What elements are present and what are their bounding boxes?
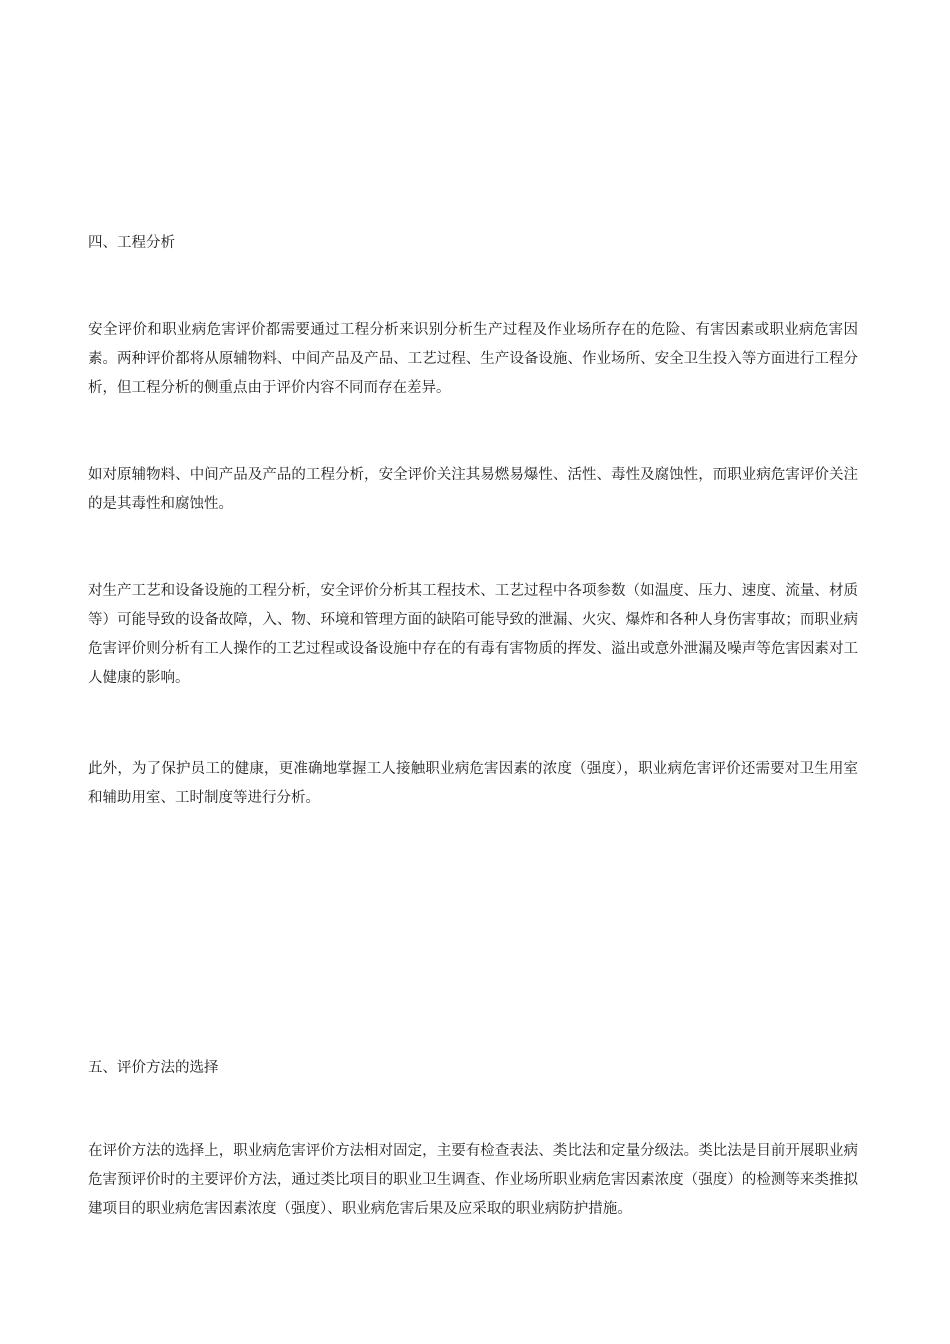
paragraph-method-selection: 在评价方法的选择上，职业病危害评价方法相对固定，主要有检查表法、类比法和定量分级法。类比法是目前开展职业病危害预评价时的主要评价方法，通过类比项目的职业卫生调查、作业场所职业病危害因素浓度（强度）的检测等来类推拟建项目的职业病危害因素浓度（强度）、职业病危害后果及应采取的职业病防护措施。 [88, 1143, 858, 1217]
paragraph-raw-materials-analysis: 如对原辅物料、中间产品及产品的工程分析，安全评价关注其易燃易爆性、活性、毒性及腐蚀性，而职业病危害评价关注的是其毒性和腐蚀性。 [88, 467, 858, 512]
paragraph-engineering-analysis-intro: 安全评价和职业病危害评价都需要通过工程分析来识别分析生产过程及作业场所存在的危险、有害因素或职业病危害因素。两种评价都将从原辅物料、中间产品及产品、工艺过程、生产设备设施、作业场所、安全卫生投入等方面进行工程分析，但工程分析的侧重点由于评价内容不同而存在差异。 [88, 322, 858, 396]
paragraph-additional-analysis: 此外，为了保护员工的健康，更准确地掌握工人接触职业病危害因素的浓度（强度），职业病危害评价还需要对卫生用室和辅助用室、工时制度等进行分析。 [88, 761, 858, 806]
section-heading-method-selection: 五、评价方法的选择 [88, 1060, 219, 1076]
paragraph-process-equipment-analysis: 对生产工艺和设备设施的工程分析，安全评价分析其工程技术、工艺过程中各项参数（如温度、压力、速度、流量、材质等）可能导致的设备故障，入、物、环境和管理方面的缺陷可能导致的泄漏、火灾、爆炸和各种人身伤害事故；而职业病危害评价则分析有工人操作的工艺过程或设备设施中存在的有毒有害物质的挥发、溢出或意外泄漏及噪声等危害因素对工人健康的影响。 [88, 583, 858, 686]
section-heading-engineering-analysis: 四、工程分析 [88, 235, 175, 251]
